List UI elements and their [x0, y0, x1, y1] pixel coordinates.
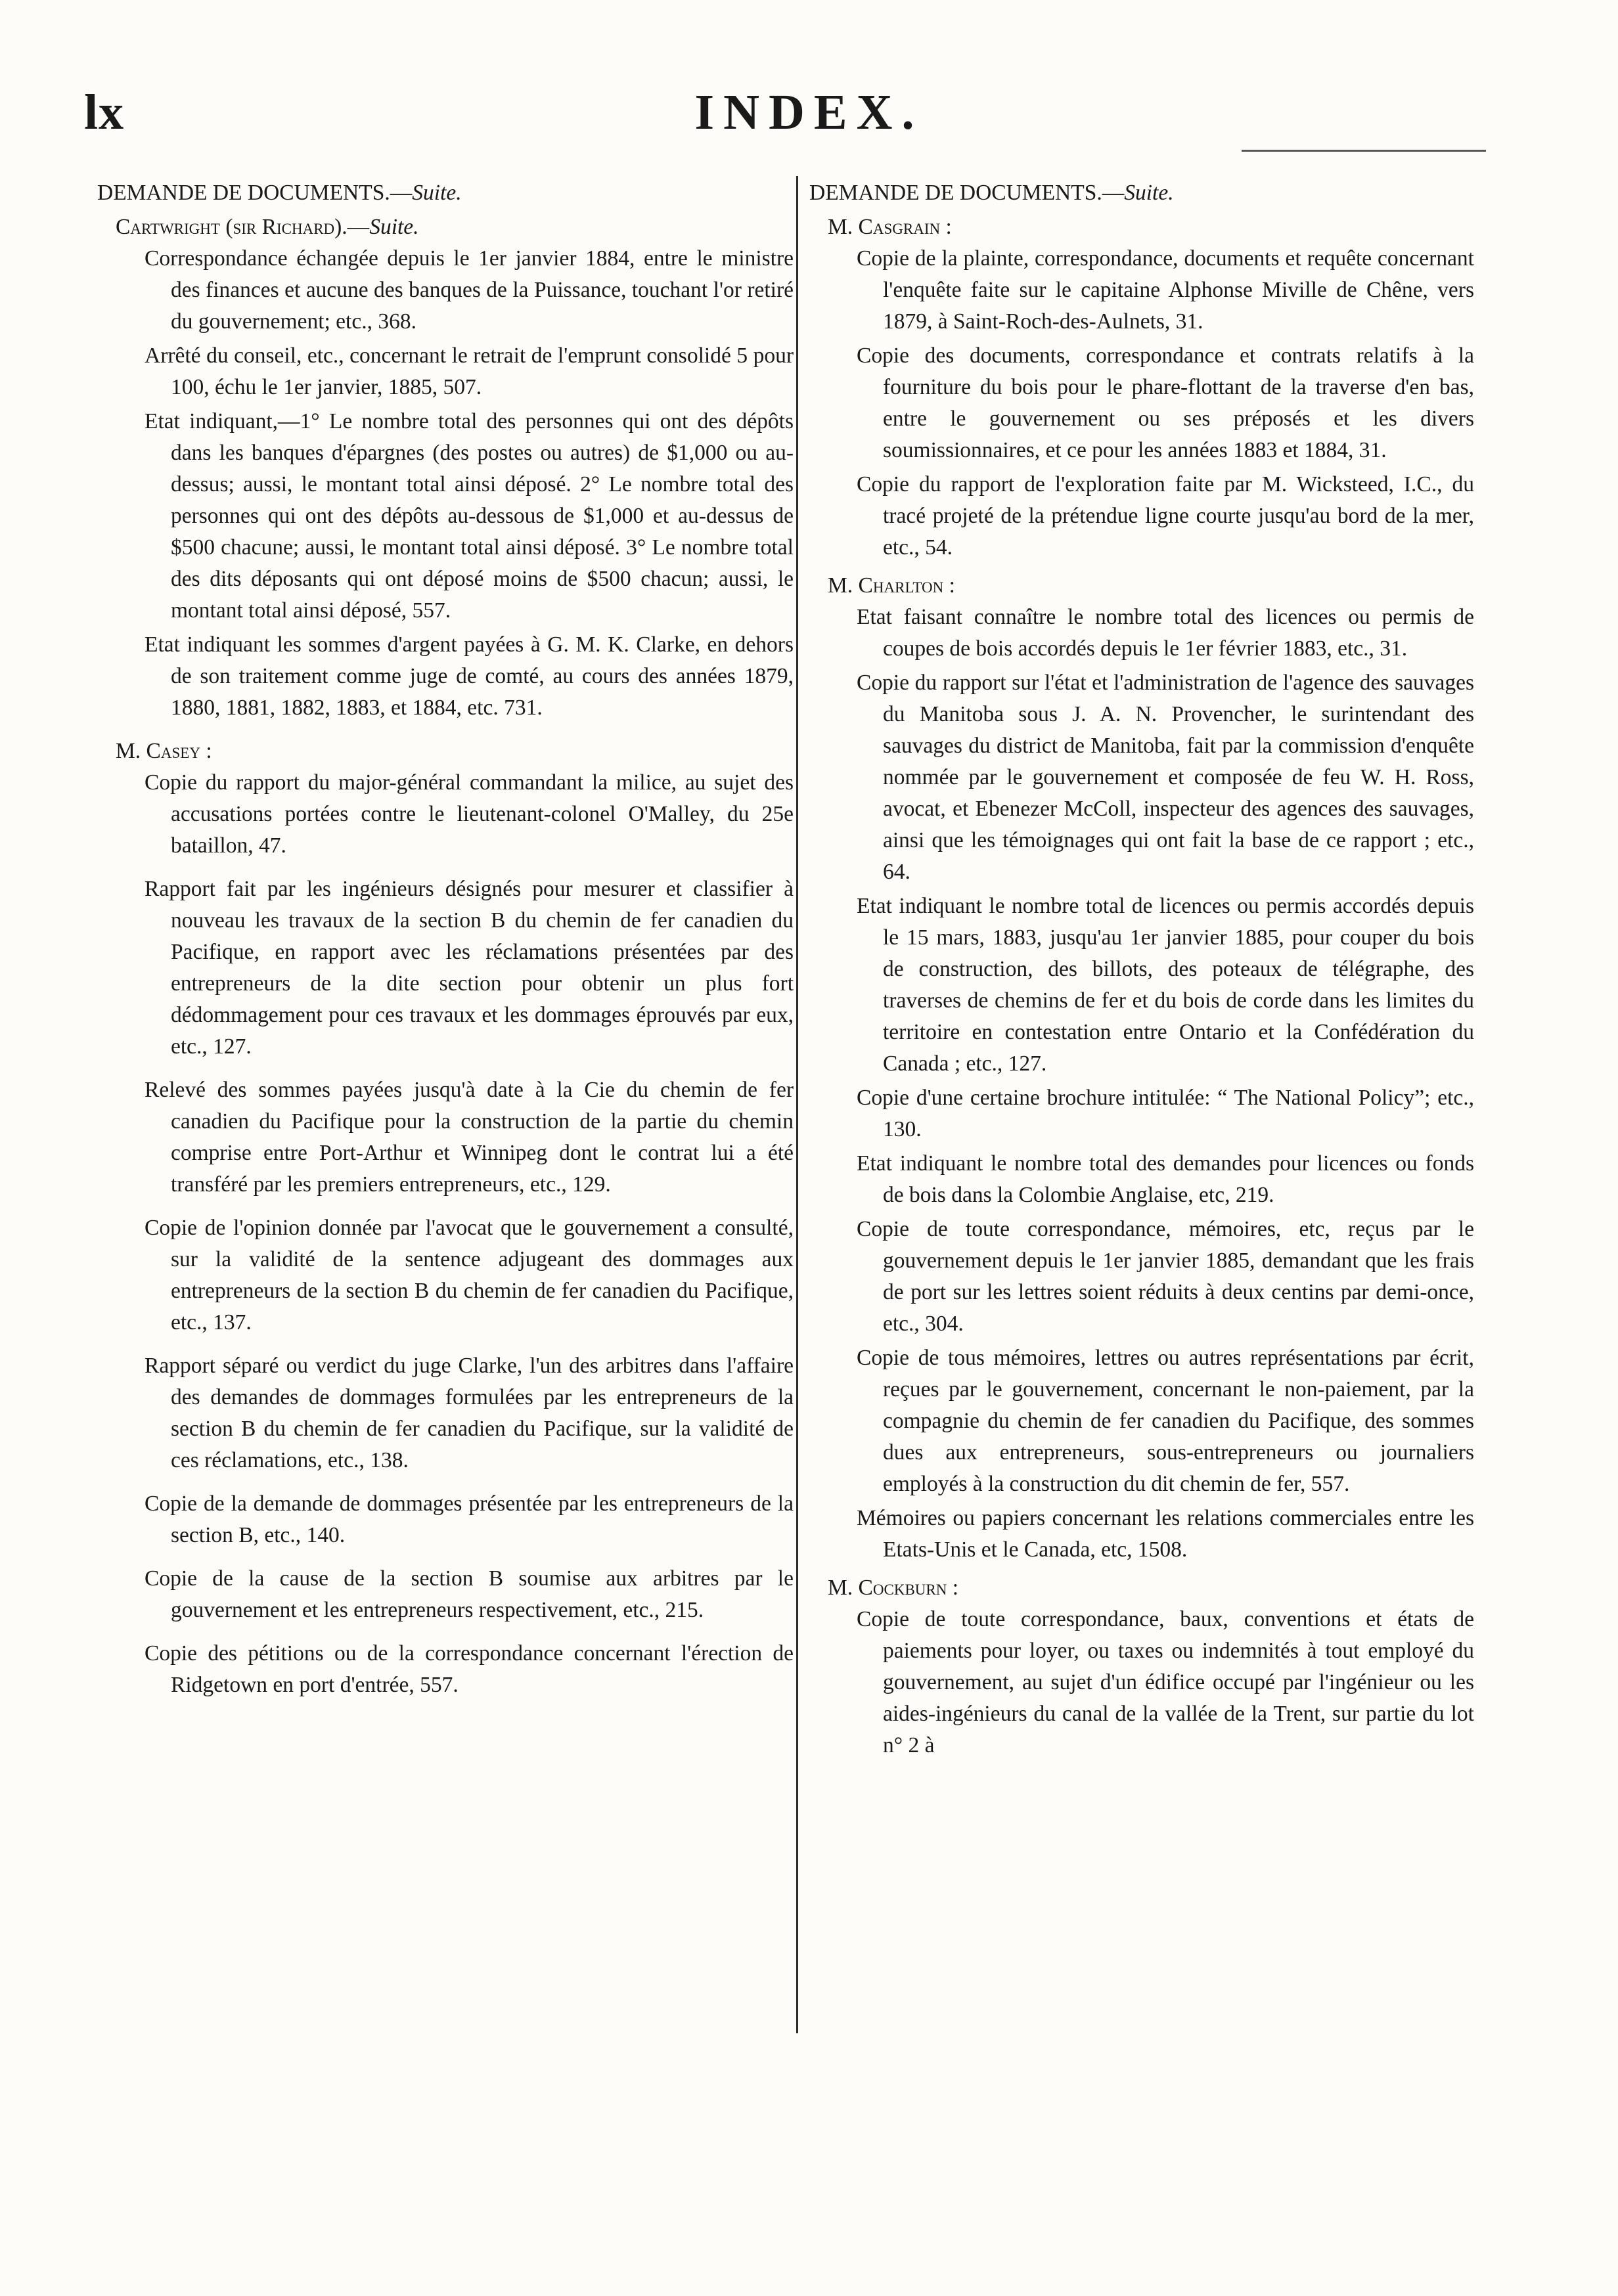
- index-entry: Copie du rapport sur l'état et l'administration de l'agence des sauvages du Manitoba sous J. A. N. Provencher, le surintendant des sauvages du district de Manitoba, fait par la commission d'enquête nommée par le gouvernement et composée de feu W. H. Ross, avocat, et Ebenezer McColl, inspecteur des agences des sauvages, ainsi que les témoignages qui ont fait la base de ce rapport ; etc., 64.: [857, 671, 1474, 884]
- index-entry: Copie d'une certaine brochure intitulée: “ The National Policy”; etc., 130.: [857, 1086, 1474, 1141]
- index-entry: Etat indiquant,—1° Le nombre total des personnes qui ont des dépôts dans les banques d'épargnes (des postes ou autres) de $1,000 ou au-dessus; aussi, le montant total ainsi déposé. 2° Le nombre total des personnes qui ont des dépôts au-dessous de $1,000 et au-dessus de $500 chacune; aussi, le montant total ainsi déposé. 3° Le nombre total des dits déposants qui ont déposé moins de $500 chacun; aussi, le montant total ainsi déposé, 557.: [145, 409, 794, 623]
- column-divider: [796, 176, 798, 2033]
- entry-list: [809, 1604, 1474, 1761]
- member-heading-cartwright: Cartwright (sir Richard).—Suite.: [116, 215, 419, 239]
- header-rule: [1242, 150, 1486, 152]
- entry-list: [97, 767, 794, 1701]
- index-entry: Rapport fait par les ingénieurs désignés pour mesurer et classifier à nouveau les travaux de la section B du chemin de fer canadien du Pacifique, en rapport avec les réclamations présentées par des entrepreneurs de la dite section pour obtenir un plus fort dédommagement pour ces travaux et les dommages éprouvés par eux, etc., 127.: [145, 877, 794, 1059]
- index-entry: Rapport séparé ou verdict du juge Clarke, l'un des arbitres dans l'affaire des demandes de dommages formulées par les entrepreneurs de la section B du chemin de fer canadien du Pacifique, sur la validité de ces réclamations, etc., 138.: [145, 1354, 794, 1472]
- member-heading-casgrain: M. Casgrain :: [828, 215, 952, 239]
- entry-list: [809, 602, 1474, 1566]
- index-entry: Relevé des sommes payées jusqu'à date à la Cie du chemin de fer canadien du Pacifique pour la construction de la partie du chemin comprise entre Port-Arthur et Winnipeg dont le contrat lui a été transféré par les premiers entrepreneurs, etc., 129.: [145, 1078, 794, 1197]
- index-entry: Etat indiquant les sommes d'argent payées à G. M. K. Clarke, en dehors de son traitement comme juge de comté, au cours des années 1879, 1880, 1881, 1882, 1883, et 1884, etc. 731.: [145, 632, 794, 720]
- index-entry: Etat faisant connaître le nombre total des licences ou permis de coupes de bois accordés depuis le 1er février 1883, etc., 31.: [857, 605, 1474, 661]
- index-entry: Mémoires ou papiers concernant les relations commerciales entre les Etats-Unis et le Canada, etc, 1508.: [857, 1506, 1474, 1562]
- index-entry: Copie de l'opinion donnée par l'avocat que le gouvernement a consulté, sur la validité de la sentence adjugeant des dommages aux entrepreneurs de la section B du chemin de fer canadien du Pacifique, etc., 137.: [145, 1216, 794, 1335]
- index-entry: Copie des documents, correspondance et contrats relatifs à la fourniture du bois pour le phare-flottant de la traverse d'en bas, entre le gouvernement ou ses préposés et les divers soumissionnaires, et ce pour les années 1883 et 1884, 31.: [857, 343, 1474, 462]
- index-entry: Etat indiquant le nombre total des demandes pour licences ou fonds de bois dans la Colombie Anglaise, etc, 219.: [857, 1151, 1474, 1207]
- page-title: INDEX.: [694, 85, 924, 140]
- section-heading: DEMANDE DE DOCUMENTS.—Suite.: [809, 181, 1174, 205]
- index-entry: Copie de la plainte, correspondance, documents et requête concernant l'enquête faite sur le capitaine Alphonse Miville de Chêne, vers 1879, à Saint-Roch-des-Aulnets, 31.: [857, 246, 1474, 334]
- entry-list: [97, 243, 794, 724]
- section-heading: DEMANDE DE DOCUMENTS.—Suite.: [97, 181, 462, 205]
- index-entry: Copie de toute correspondance, baux, conventions et états de paiements pour loyer, ou taxes ou indemnités à tout employé du gouvernement, au sujet d'un édifice occupé par l'ingénieur ou les aides-ingénieurs du canal de la vallée de la Trent, sur partie du lot n° 2 à: [857, 1607, 1474, 1757]
- right-column: [809, 177, 1474, 1768]
- index-entry: Copie de la cause de la section B soumise aux arbitres par le gouvernement et les entrepreneurs respectivement, etc., 215.: [145, 1566, 794, 1622]
- member-heading-casey: M. Casey :: [116, 739, 212, 763]
- index-entry: Copie du rapport du major-général commandant la milice, au sujet des accusations portées contre le lieutenant-colonel O'Malley, du 25e bataillon, 47.: [145, 770, 794, 858]
- index-entry: Copie des pétitions ou de la correspondance concernant l'érection de Ridgetown en port d'entrée, 557.: [145, 1641, 794, 1697]
- member-heading-charlton: M. Charlton :: [828, 573, 955, 598]
- index-entry: Etat indiquant le nombre total de licences ou permis accordés depuis le 15 mars, 1883, jusqu'au 1er janvier 1885, pour couper du bois de construction, des billots, des poteaux de télégraphe, des traverses de chemins de fer et du bois de corde dans les limites du territoire en contestation entre Ontario et la Confédération du Canada ; etc., 127.: [857, 894, 1474, 1076]
- index-entry: Copie de la demande de dommages présentée par les entrepreneurs de la section B, etc., 140.: [145, 1491, 794, 1547]
- member-heading-cockburn: M. Cockburn :: [828, 1576, 959, 1600]
- page-number: lx: [84, 85, 125, 140]
- index-entry: Copie du rapport de l'exploration faite par M. Wicksteed, I.C., du tracé projeté de la prétendue ligne courte jusqu'au bord de la mer, etc., 54.: [857, 472, 1474, 560]
- index-entry: Copie de toute correspondance, mémoires, etc, reçus par le gouvernement depuis le 1er janvier 1885, demandant que les frais de port sur les lettres soient réduits à deux centins par demi-once, etc., 304.: [857, 1217, 1474, 1336]
- entry-list: [809, 243, 1474, 563]
- index-entry: Copie de tous mémoires, lettres ou autres représentations par écrit, reçues par le gouvernement, concernant le non-paiement, par la compagnie du chemin de fer canadien du Pacifique, des sommes dues aux entrepreneurs, sous-entrepreneurs ou journaliers employés à la construction du dit chemin de fer, 557.: [857, 1346, 1474, 1496]
- left-column: [97, 177, 794, 1708]
- index-entry: Arrêté du conseil, etc., concernant le retrait de l'emprunt consolidé 5 pour 100, échu le 1er janvier, 1885, 507.: [145, 343, 794, 399]
- index-entry: Correspondance échangée depuis le 1er janvier 1884, entre le ministre des finances et aucune des banques de la Puissance, touchant l'or retiré du gouvernement; etc., 368.: [145, 246, 794, 334]
